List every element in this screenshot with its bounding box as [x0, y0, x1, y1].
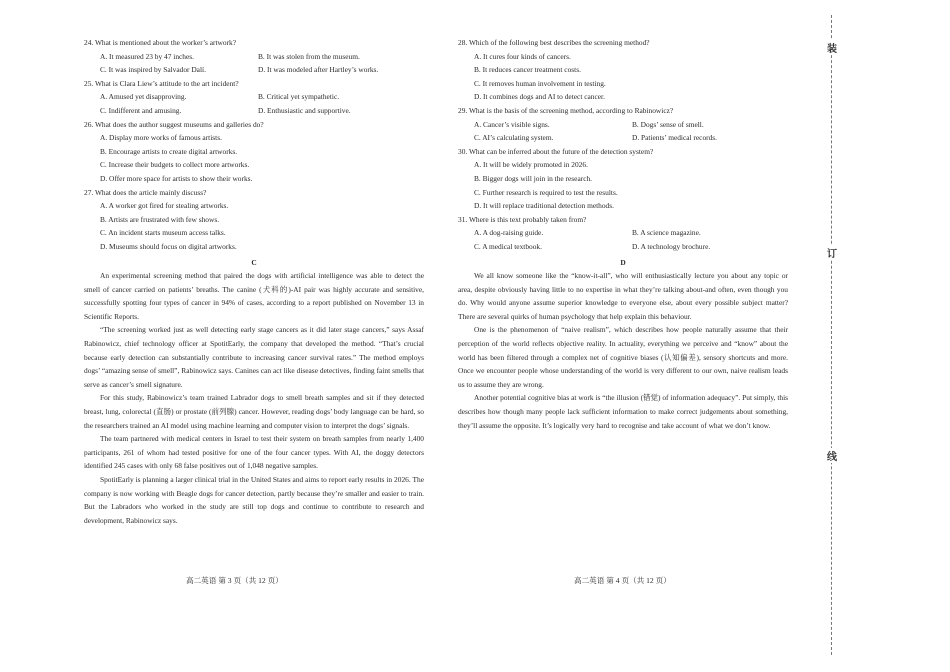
option: B. Encourage artists to create digital artworks.: [100, 146, 238, 156]
question-25-options-row2: [100, 104, 424, 118]
option: B. Artists are frustrated with few shows.: [100, 214, 220, 224]
question-30-stem: 30. What can be inferred about the future of the detection system?: [458, 146, 654, 156]
page-footer-right: 高二英语 第 4 页（共 12 页）: [574, 576, 671, 585]
question-29-options-row1: [474, 118, 788, 132]
option: D. Museums should focus on digital artworks.: [100, 241, 237, 251]
passage-d-paragraph: We all know someone like the “know-it-all”, who will enthusiastically lecture you about any topic or area, despite obviously having little to no expertise in what they’re talking about-and often, even though you do. Why would anyone assume superior knowledge to everyone else, about every possible subject matter? There are several quirks of human psychology that help explain this behaviour.: [458, 271, 788, 321]
passage-c-paragraph: An experimental screening method that paired the dogs with artificial intelligence was able to detect the smell of cancer carried on patients’ breaths. The canine (犬科的)-AI pair was highly accurate and sensitive, successfully spotting four types of cancer in 94% of cases, according to a report published on November 13 in Scientific Reports.: [84, 271, 424, 321]
option: B. It was stolen from the museum.: [258, 51, 360, 61]
option: A. A dog-raising guide.: [474, 228, 544, 238]
option: C. Indifferent and amusing.: [100, 105, 182, 115]
binding-label-bottom: 线: [823, 448, 841, 463]
question-26-stem: 26. What does the author suggest museums and galleries do?: [84, 119, 264, 129]
option: D. It combines dogs and AI to detect cancer.: [474, 92, 605, 102]
option: D. It will replace traditional detection methods.: [474, 201, 614, 211]
question-29-stem: 29. What is the basis of the screening method, according to Rabinowicz?: [458, 105, 674, 115]
option: C. An incident starts museum access talks.: [100, 228, 226, 238]
option: A. Cancer’s visible signs.: [474, 119, 550, 129]
option: C. Further research is required to test the results.: [474, 187, 618, 197]
option: D. It was modeled after Hartley’s works.: [258, 65, 379, 75]
option: B. It reduces cancer treatment costs.: [474, 65, 581, 75]
option: A. Amused yet disapproving.: [100, 92, 187, 102]
option: A. Display more works of famous artists.: [100, 133, 222, 143]
option: B. Bigger dogs will join in the research.: [474, 173, 593, 183]
option: A. It cures four kinds of cancers.: [474, 51, 571, 61]
option: B. Dogs’ sense of smell.: [632, 119, 704, 129]
binding-label-middle: 订: [823, 245, 841, 260]
question-28-stem: 28. Which of the following best describes the screening method?: [458, 38, 650, 47]
option: C. It removes human involvement in testing.: [474, 78, 606, 88]
option: D. A technology brochure.: [632, 241, 711, 251]
option: B. Critical yet sympathetic.: [258, 92, 340, 102]
option: C. Increase their budgets to collect more artworks.: [100, 160, 250, 170]
question-27-stem: 27. What does the article mainly discuss?: [84, 187, 207, 197]
passage-d-paragraph: Another potential cognitive bias at work is “the illusion (错觉) of information adequacy”. Put simply, this describes how though many people lack sufficient information to make correct judgements about something, they’ll assume the opposite. It’s logically very hard to recognise and take account of what we don’t know.: [458, 393, 788, 430]
section-d-heading: D: [620, 257, 626, 267]
option: D. Enthusiastic and supportive.: [258, 105, 351, 115]
passage-c-paragraph: The team partnered with medical centers in Israel to test their system on breath samples from nearly 1,400 participants, 261 of whom had tested positive for one of the four cancer types. With AI, the doggy detectors identified 245 cases with only 68 false positives out of 1,048 negative samples.: [84, 434, 424, 471]
question-24-options-row2: [100, 63, 424, 77]
option: A. It measured 23 by 47 inches.: [100, 51, 195, 61]
question-31-options-row1: [474, 226, 788, 240]
passage-d-paragraph: One is the phenomenon of “naive realism”, which describes how people naturally assume that their perception of the world reflects objective reality. In actuality, everything we perceive and “know” about the world has been filtered through a complex net of cognitive biases (认知偏差), sensory shortcuts and more. Once we encounter people whose understanding of the world is very different to our own, naive realism leads us to assume they are wrong.: [458, 325, 788, 389]
question-24-stem: 24. What is mentioned about the worker’s artwork?: [84, 38, 237, 47]
passage-c-paragraph: For this study, Rabinowicz’s team trained Labrador dogs to smell breath samples and sit if they detected breast, lung, colorectal (直肠) or prostate (前列腺) cancer. However, reading dogs’ body language can be hard, so the researchers trained an AI model using machine learning and computer vision to interpret the dogs’ signals.: [84, 393, 424, 430]
option: C. It was inspired by Salvador Dalí.: [100, 65, 206, 75]
option: B. A science magazine.: [632, 228, 701, 238]
option: D. Patients’ medical records.: [632, 133, 718, 143]
left-page: [84, 36, 424, 527]
binding-line: [831, 15, 833, 655]
passage-c-paragraph: “The screening worked just as well detecting early stage cancers as it did later stage cancers,” says Assaf Rabinowicz, chief technology officer at SpotitEarly, the company that developed the method. “That’s crucial because early detection can substantially contribute to increasing cancer survival rates.” The method employs dogs’ “amazing sense of smell”, Rabinowicz says. Canines can act like disease detectives, finding faint smells that serve as cancer’s smell signature.: [84, 325, 424, 389]
question-31-options-row2: [474, 240, 788, 254]
option: D. Offer more space for artists to show their works.: [100, 173, 253, 183]
option: A. A worker got fired for stealing artworks.: [100, 201, 229, 211]
question-25-options-row1: [100, 90, 424, 104]
question-25-stem: 25. What is Clara Liew’s attitude to the art incident?: [84, 78, 239, 88]
question-24-options-row1: [100, 50, 424, 64]
option: C. A medical textbook.: [474, 241, 542, 251]
question-29-options-row2: [474, 131, 788, 145]
passage-c-paragraph: SpotitEarly is planning a larger clinical trial in the United States and aims to report early results in 2026. The company is now working with Beagle dogs for cancer detection, partly because they’re smaller and easier to train. But the Labradors who worked in the study are still top dogs and continue to contribute to research and development, Rabinowicz says.: [84, 475, 424, 525]
option: C. AI’s calculating system.: [474, 133, 554, 143]
binding-label-top: 装: [823, 40, 841, 55]
right-page: [458, 36, 788, 432]
question-31-stem: 31. Where is this text probably taken from?: [458, 214, 587, 224]
section-c-heading: C: [251, 257, 257, 267]
page-footer-left: 高二英语 第 3 页（共 12 页）: [186, 576, 283, 585]
option: A. It will be widely promoted in 2026.: [474, 160, 588, 170]
